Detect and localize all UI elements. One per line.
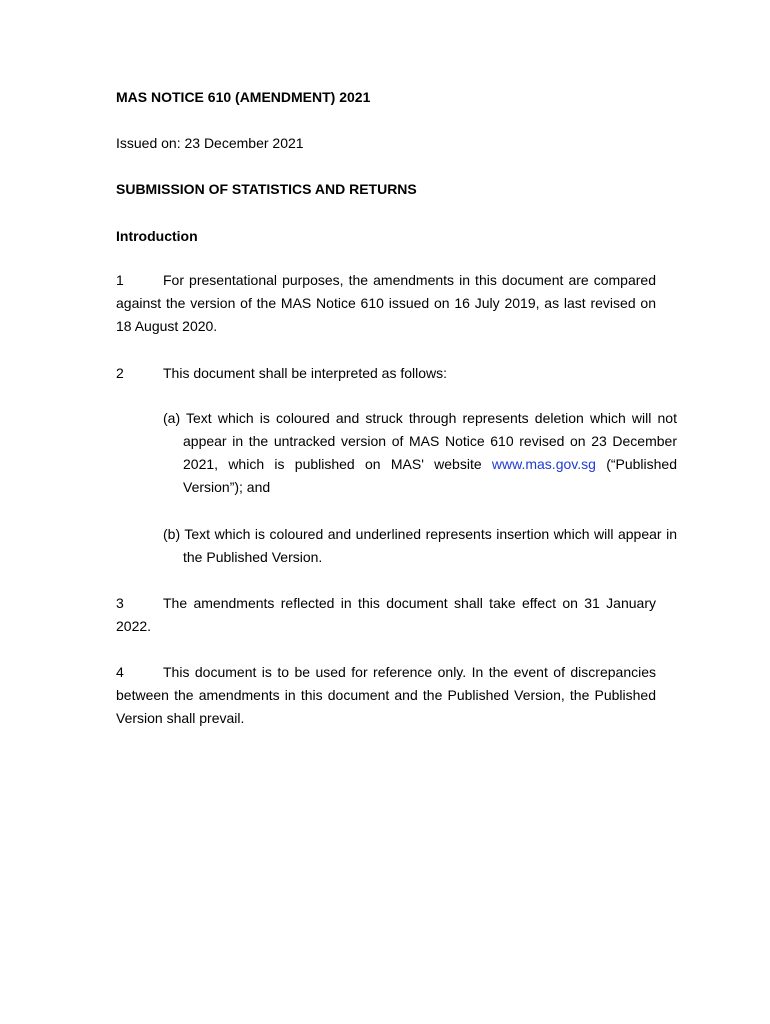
paragraph-3	[116, 592, 656, 638]
paragraph-number: 1	[116, 272, 124, 288]
subitem-b: (b) Text which is coloured and underlined represents insertion which will appear in the Published Version.	[163, 526, 677, 565]
paragraph-1	[116, 269, 656, 338]
paragraph-text: This document is to be used for reference only. In the event of discrepancies between the amendments in this document and the Published Version, the Published Version shall prevail.	[116, 664, 656, 726]
document-subtitle: SUBMISSION OF STATISTICS AND RETURNS	[116, 181, 417, 197]
paragraph-2	[116, 362, 656, 385]
paragraph-4	[116, 661, 656, 730]
document-title: MAS NOTICE 610 (AMENDMENT) 2021	[116, 89, 371, 105]
subitem-a-text-after-link: (“Published Version”); and	[183, 456, 678, 495]
subitem-a-text: (a) Text which is coloured and struck through represents deletion which will not appear in the untracked version of MAS Notice 610 revised on 23 December 2021, which is published on MAS' website	[163, 410, 677, 472]
paragraph-number: 3	[116, 595, 124, 611]
paragraph-text: For presentational purposes, the amendments in this document are compared against the version of the MAS Notice 610 issued on 16 July 2019, as last revised on 18 August 2020.	[116, 272, 656, 334]
issued-date: Issued on: 23 December 2021	[116, 135, 304, 151]
introduction-heading: Introduction	[116, 228, 198, 244]
subitem-a	[163, 407, 677, 499]
paragraph-number: 2	[116, 365, 124, 381]
paragraph-number: 4	[116, 664, 124, 680]
paragraph-text: This document shall be interpreted as follows:	[163, 365, 448, 381]
mas-website-link[interactable]: www.mas.gov.sg	[491, 456, 596, 472]
paragraph-text: The amendments reflected in this document shall take effect on 31 January 2022.	[116, 595, 656, 634]
